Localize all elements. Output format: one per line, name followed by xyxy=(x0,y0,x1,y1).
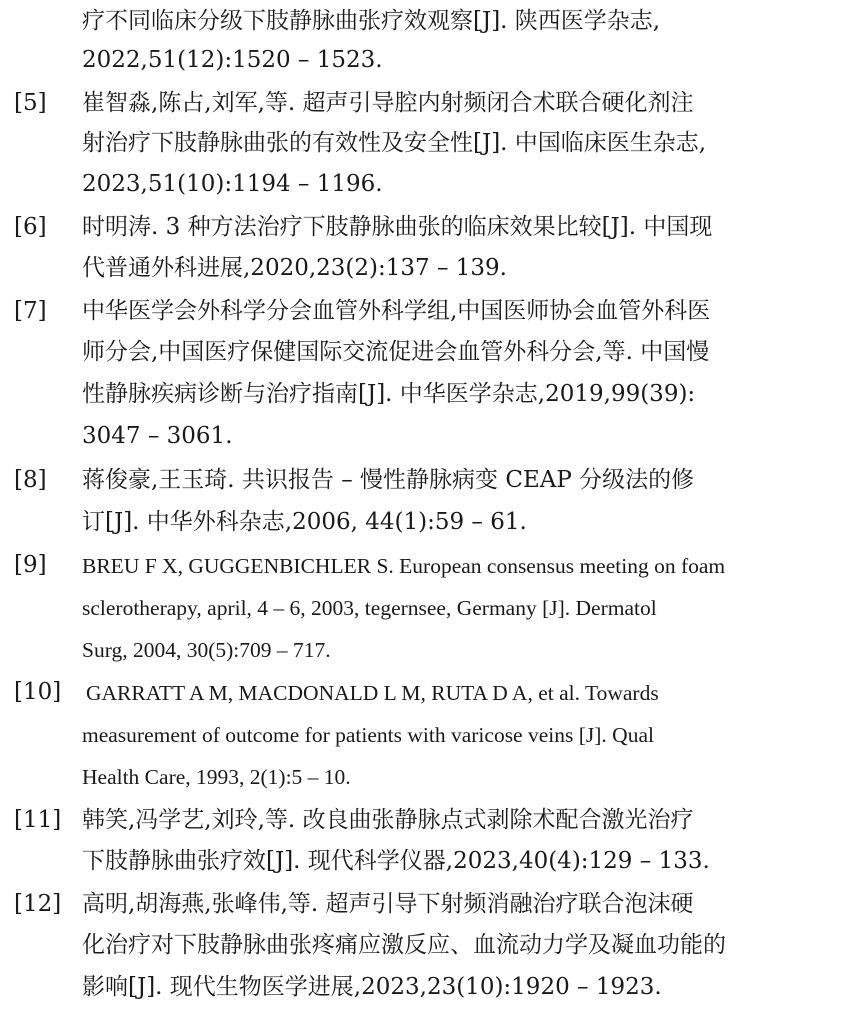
reference-9-line-2: sclerotherapy, april, 4 – 6, 2003, tegernsee, Germany [J]. Dermatol xyxy=(82,596,657,620)
reference-5-label: [5] xyxy=(14,90,47,116)
reference-5-line-3: 2023,51(10):1194 – 1196. xyxy=(82,171,383,197)
reference-4-line-2: 2022,51(12):1520 – 1523. xyxy=(82,47,383,73)
reference-5-line-1: 崔智淼,陈占,刘军,等. 超声引导腔内射频闭合术联合硬化剂注 xyxy=(82,90,694,116)
reference-5-line-2: 射治疗下肢静脉曲张的有效性及安全性[J]. 中国临床医生杂志, xyxy=(82,130,707,156)
reference-8-label: [8] xyxy=(14,467,47,493)
reference-12-line-1: 高明,胡海燕,张峰伟,等. 超声引导下射频消融治疗联合泡沫硬 xyxy=(82,891,694,917)
reference-12-line-3: 影响[J]. 现代生物医学进展,2023,23(10):1920 – 1923. xyxy=(82,974,662,1000)
reference-6-line-2: 代普通外科进展,2020,23(2):137 – 139. xyxy=(82,255,507,281)
reference-6-line-1: 时明涛. 3 种方法治疗下肢静脉曲张的临床效果比较[J]. 中国现 xyxy=(82,214,713,240)
reference-10-label: [10] xyxy=(14,679,62,705)
reference-9-line-3: Surg, 2004, 30(5):709 – 717. xyxy=(82,638,331,662)
reference-7-line-2: 师分会,中国医疗保健国际交流促进会血管外科分会,等. 中国慢 xyxy=(82,339,710,365)
reference-10-line-3: Health Care, 1993, 2(1):5 – 10. xyxy=(82,765,351,789)
reference-8-line-1: 蒋俊豪,王玉琦. 共识报告 – 慢性静脉病变 CEAP 分级法的修 xyxy=(82,467,695,493)
reference-12-line-2: 化治疗对下肢静脉曲张疼痛应激反应、血流动力学及凝血功能的 xyxy=(82,932,726,958)
reference-10-line-2: measurement of outcome for patients with varicose veins [J]. Qual xyxy=(82,723,654,747)
reference-7-label: [7] xyxy=(14,298,47,324)
reference-8-line-2: 订[J]. 中华外科杂志,2006, 44(1):59 – 61. xyxy=(82,509,527,535)
reference-9-line-1: BREU F X, GUGGENBICHLER S. European consensus meeting on foam xyxy=(82,554,726,578)
reference-4-line-1: 疗不同临床分级下肢静脉曲张疗效观察[J]. 陕西医学杂志, xyxy=(82,8,661,34)
reference-11-line-1: 韩笑,冯学艺,刘玲,等. 改良曲张静脉点式剥除术配合激光治疗 xyxy=(82,807,694,833)
reference-6-label: [6] xyxy=(14,214,47,240)
reference-9-label: [9] xyxy=(14,552,47,578)
reference-7-line-1: 中华医学会外科学分会血管外科学组,中国医师协会血管外科医 xyxy=(82,298,711,324)
reference-11-line-2: 下肢静脉曲张疗效[J]. 现代科学仪器,2023,40(4):129 – 133. xyxy=(82,848,710,874)
reference-10-line-1: GARRATT A M, MACDONALD L M, RUTA D A, et al. Towards xyxy=(86,681,659,705)
reference-7-line-3: 性静脉疾病诊断与治疗指南[J]. 中华医学杂志,2019,99(39): xyxy=(82,381,696,407)
reference-12-label: [12] xyxy=(14,891,62,917)
reference-11-label: [11] xyxy=(14,807,62,833)
reference-7-line-4: 3047 – 3061. xyxy=(82,423,233,449)
